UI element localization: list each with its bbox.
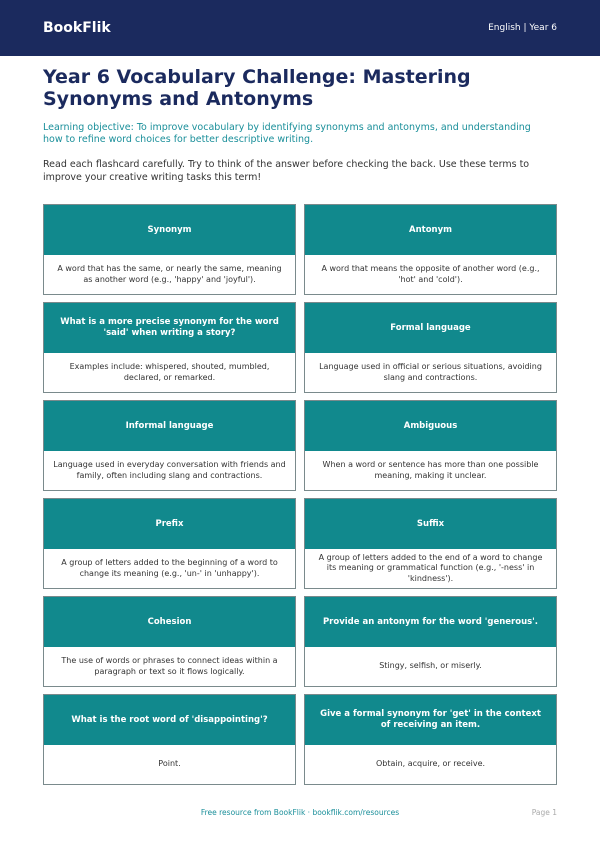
flashcard[interactable] [43, 596, 296, 687]
footer-link[interactable]: Free resource from BookFlik · bookflik.com/resources [200, 808, 400, 817]
flashcard-back: Stingy, selfish, or miserly. [379, 661, 482, 671]
header-bar [0, 0, 600, 56]
flashcard-front: Give a formal synonym for 'get' in the context of receiving an item. [305, 695, 556, 745]
flashcard-front: Cohesion [44, 597, 295, 647]
flashcard-front: Suffix [305, 499, 556, 549]
flashcard[interactable] [43, 400, 296, 491]
flashcard[interactable] [304, 694, 557, 785]
flashcard-back: A group of letters added to the beginning of a word to change its meaning (e.g., 'un-' in 'unhappy'). [61, 558, 278, 578]
flashcard-front: What is the root word of 'disappointing'? [44, 695, 295, 745]
intro-text: Read each flashcard carefully. Try to think of the answer before checking the back. Use these terms to improve your creative writing tasks this term! [43, 159, 530, 183]
flashcard-front: Provide an antonym for the word 'generous'. [305, 597, 556, 647]
flashcard-back: Language used in official or serious situations, avoiding slang and contractions. [319, 362, 542, 382]
flashcard-back: Point. [158, 759, 181, 769]
flashcard-front: Synonym [44, 205, 295, 255]
flashcard-back: When a word or sentence has more than one possible meaning, making it unclear. [322, 460, 539, 480]
flashcard-back: Obtain, acquire, or receive. [375, 759, 486, 769]
flashcard-back: A group of letters added to the end of a word to change its meaning or grammatical function (e.g., '-ness' in 'kindness'). [318, 552, 543, 583]
flashcard-front: Prefix [44, 499, 295, 549]
flashcard-back: The use of words or phrases to connect ideas within a paragraph or text so it flows logically. [61, 656, 278, 676]
flashcard-front: Formal language [305, 303, 556, 353]
flashcard-front: Antonym [305, 205, 556, 255]
flashcard[interactable] [43, 498, 296, 589]
subject-year-label: English | Year 6 [488, 23, 557, 33]
flashcard-front: Ambiguous [305, 401, 556, 451]
page-title: Year 6 Vocabulary Challenge: Mastering Synonyms and Antonyms [43, 66, 471, 110]
learning-objective: Learning objective: To improve vocabulary by identifying synonyms and antonyms, and understanding how to refine word choices for better descriptive writing. [43, 122, 531, 145]
flashcard-front: Informal language [44, 401, 295, 451]
page-number: Page 1 [531, 808, 557, 817]
flashcard[interactable] [304, 498, 557, 589]
flashcard-back: Examples include: whispered, shouted, mumbled, declared, or remarked. [69, 362, 270, 382]
brand-logo[interactable]: BookFlik [43, 20, 111, 36]
flashcard[interactable] [304, 400, 557, 491]
flashcard-grid [43, 204, 557, 785]
flashcard-back: A word that has the same, or nearly the same, meaning as another word (e.g., 'happy' and 'joyful'). [57, 264, 282, 284]
flashcard-back: A word that means the opposite of another word (e.g., 'hot' and 'cold'). [321, 264, 540, 284]
flashcard[interactable] [43, 302, 296, 393]
flashcard-front: What is a more precise synonym for the word 'said' when writing a story? [44, 303, 295, 353]
flashcard[interactable] [43, 694, 296, 785]
flashcard-back: Language used in everyday conversation with friends and family, often including slang and contractions. [53, 460, 286, 480]
flashcard[interactable] [43, 204, 296, 295]
flashcard[interactable] [304, 204, 557, 295]
flashcard[interactable] [304, 302, 557, 393]
flashcard[interactable] [304, 596, 557, 687]
